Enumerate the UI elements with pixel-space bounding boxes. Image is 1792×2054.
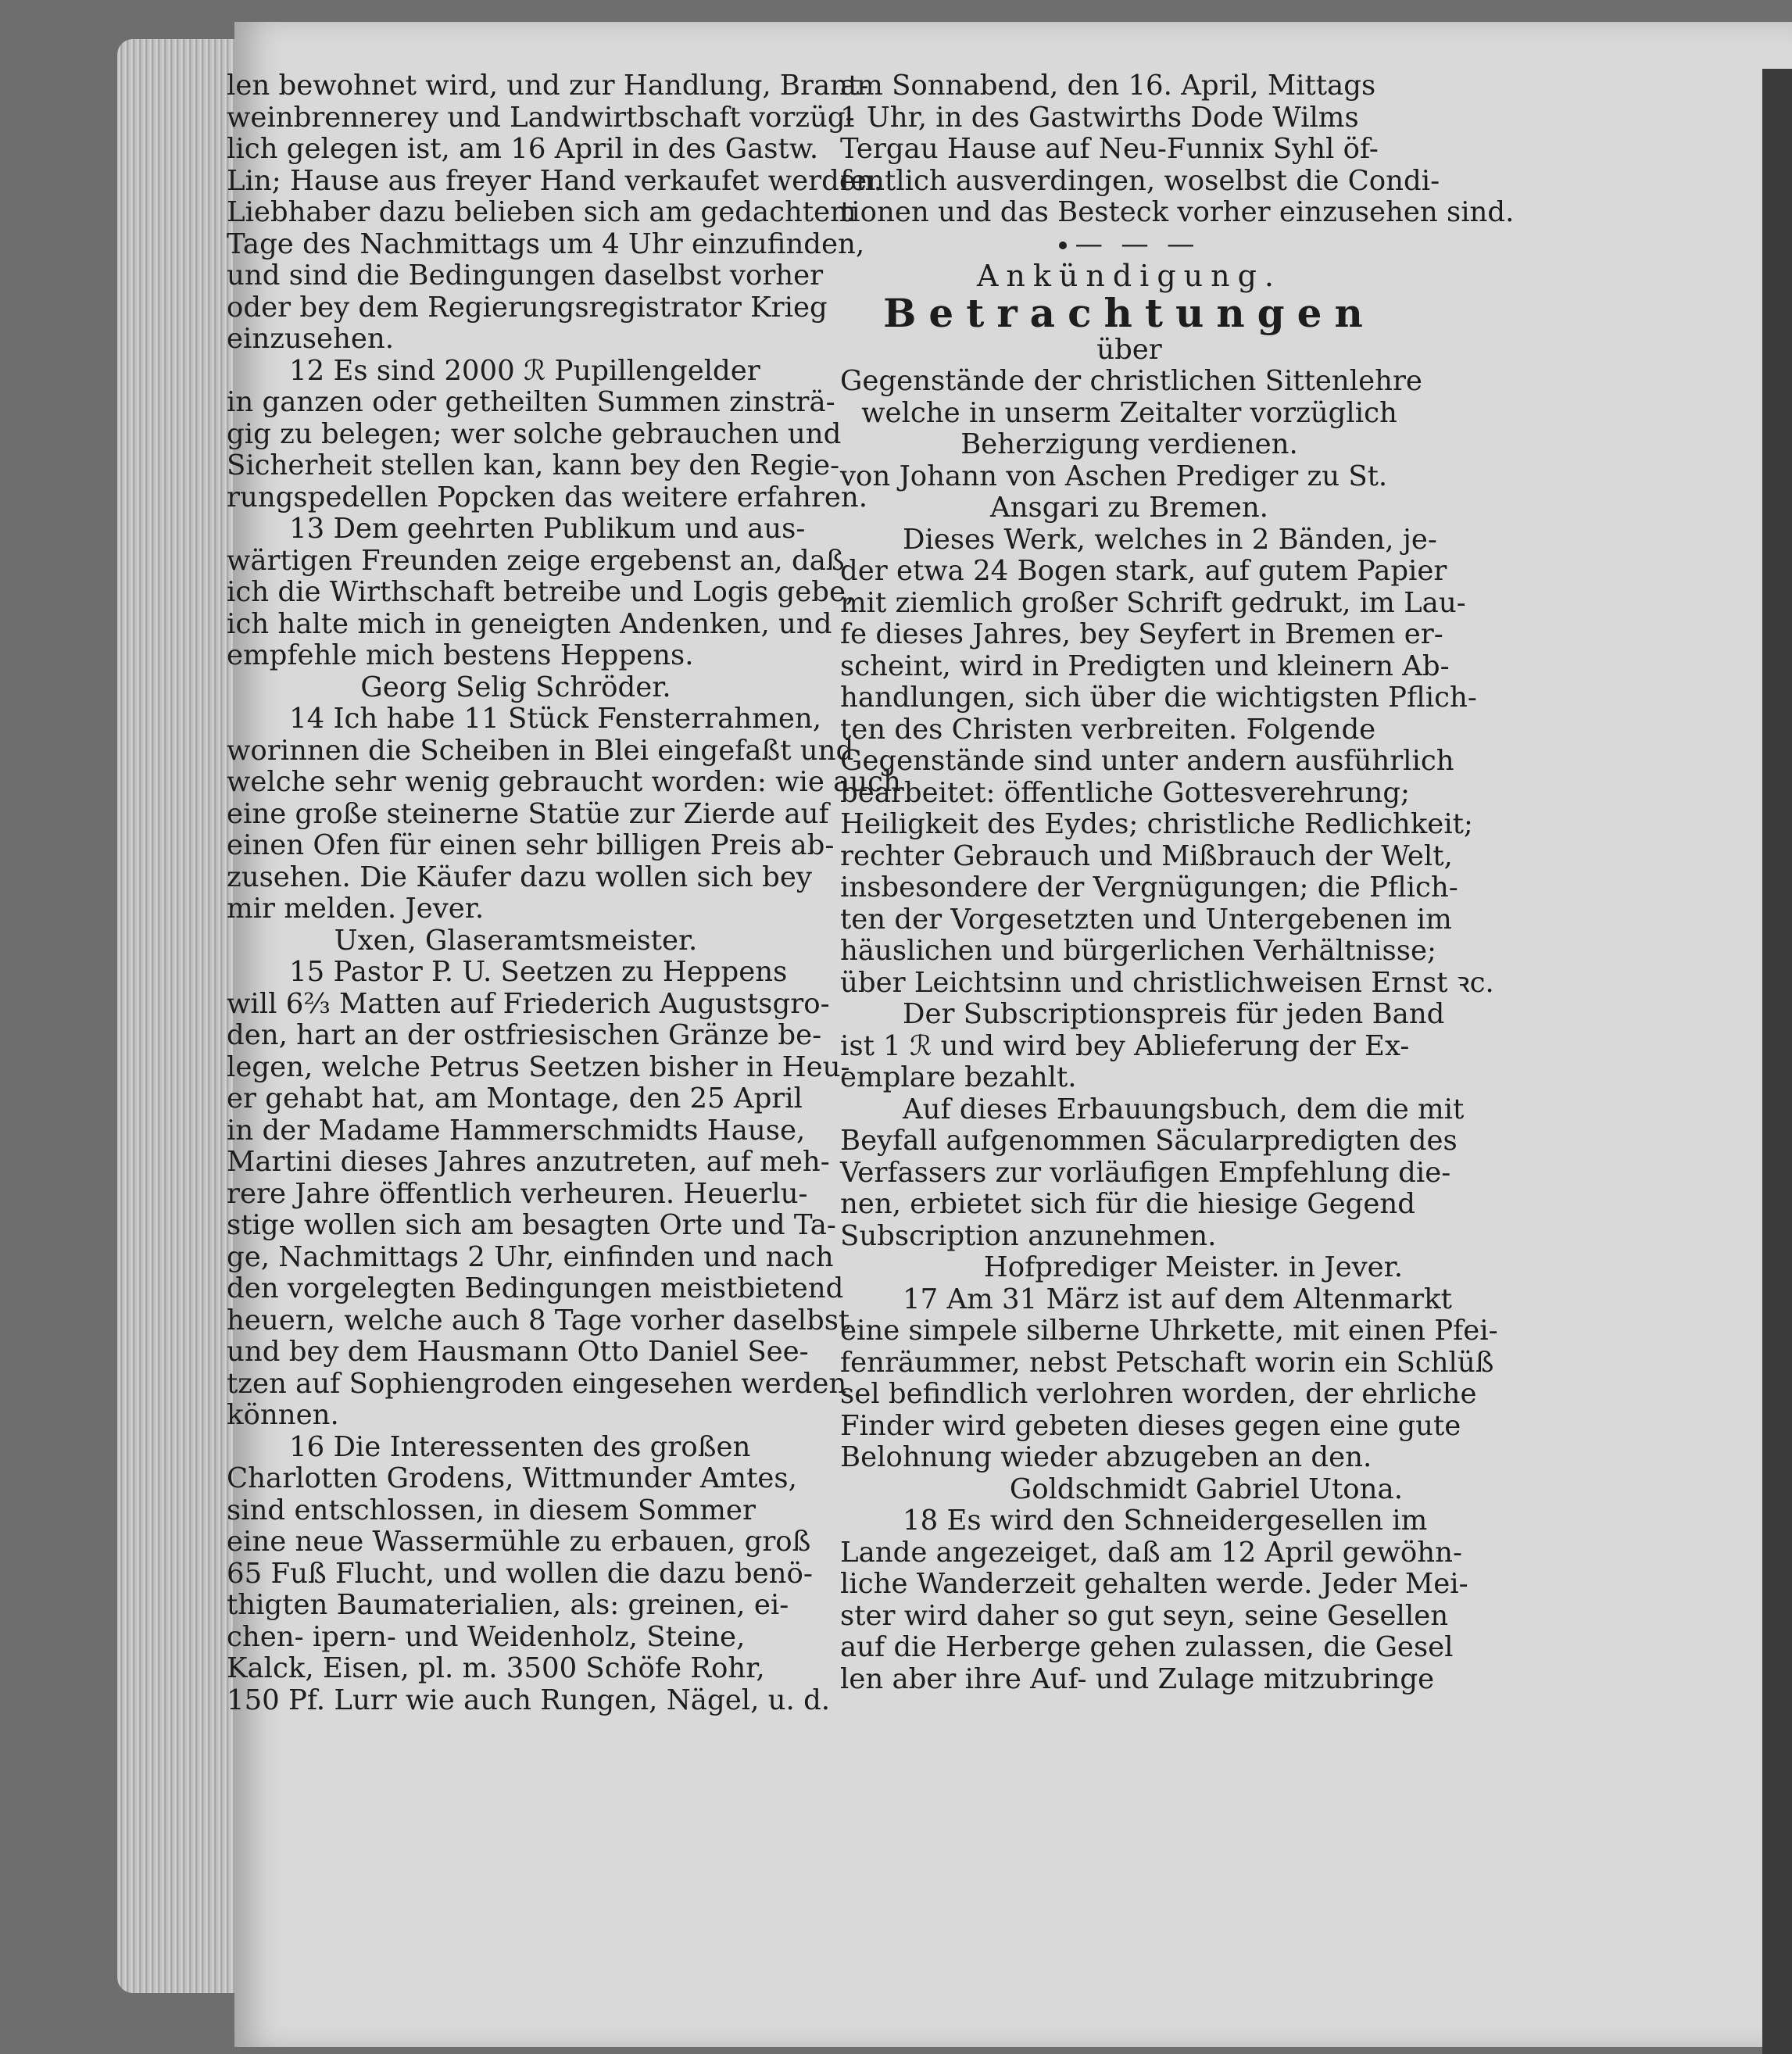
left-column-line: eine große steinerne Statüe zur Zierde auf [227, 797, 829, 830]
left-column-line: ich die Wirthschaft betreibe und Logis gebe, [227, 576, 855, 608]
right-column-body-line: ist 1 ℛ und wird bey Ablieferung der Ex- [840, 1029, 1410, 1062]
right-column-body-line: Verfassers zur vorläufigen Empfehlung die- [840, 1156, 1451, 1189]
left-column-line: wärtigen Freunden zeige ergebenst an, daß [227, 544, 845, 577]
author-lines-line: von Johann von Aschen Prediger zu St. [840, 460, 1388, 492]
left-column-line: rere Jahre öffentlich verheuren. Heuerlu- [227, 1177, 808, 1210]
announcement-heading: Ankündigung. [976, 259, 1282, 293]
right-column-body-line: nen, erbietet sich für die hiesige Gegend [840, 1188, 1415, 1220]
left-column-line: Georg Selig Schröder. [360, 671, 671, 703]
right-column-body-line: handlungen, sich über die wichtigsten Pflich- [840, 682, 1477, 714]
right-text-column [840, 70, 1515, 1695]
right-column-body-line: fe dieses Jahres, bey Seyfert in Bremen er- [840, 618, 1443, 650]
left-column-line: sind entschlossen, in diesem Sommer [227, 1494, 756, 1526]
subtitle-lines-line: Beherzigung verdienen. [960, 428, 1298, 460]
left-column-line: zusehen. Die Käufer dazu wollen sich bey [227, 861, 812, 893]
left-column-line: 150 Pf. Lurr wie auch Rungen, Nägel, u. d. [227, 1684, 831, 1716]
left-column-line: eine neue Wassermühle zu erbauen, groß [227, 1526, 811, 1558]
right-column-body-line: ten des Christen verbreiten. Folgende [840, 713, 1376, 746]
right-column-top-line: 1 Uhr, in des Gastwirths Dode Wilms [840, 101, 1359, 134]
left-text-column [227, 70, 901, 1716]
left-column-line: Kalck, Eisen, pl. m. 3500 Schöfe Rohr, [227, 1652, 765, 1684]
right-column-body-line: mit ziemlich großer Schrift gedrukt, im Lau- [840, 586, 1466, 619]
page-binding-edge [1762, 69, 1792, 2054]
author-lines-line: Ansgari zu Bremen. [990, 492, 1268, 524]
subtitle-lines-line: Gegenstände der christlichen Sittenlehre [840, 365, 1422, 397]
left-column-line: 65 Fuß Flucht, und wollen die dazu benö- [227, 1557, 813, 1590]
right-column-body-line: sel befindlich verlohren worden, der ehrliche [840, 1378, 1477, 1410]
right-column-body-line: Subscription anzunehmen. [840, 1219, 1217, 1252]
left-column-line: lich gelegen ist, am 16 April in des Gastw. [227, 133, 819, 165]
right-column-body-line: 17 Am 31 März ist auf dem Altenmarkt [903, 1283, 1452, 1315]
right-column-top-line: am Sonnabend, den 16. April, Mittags [840, 70, 1376, 102]
left-column-line: in ganzen oder getheilten Summen zinsträ- [227, 386, 835, 418]
left-column-line: 12 Es sind 2000 ℛ Pupillengelder [289, 354, 760, 387]
right-column-body-line: liche Wanderzeit gehalten werde. Jeder Mei- [840, 1568, 1468, 1600]
right-column-body-line: emplare bezahlt. [840, 1061, 1077, 1093]
right-column-body-line: Beyfall aufgenommen Säcularpredigten des [840, 1125, 1458, 1157]
left-column-line: Sicherheit stellen kan, kann bey den Regie- [227, 449, 840, 481]
left-column-line: und bey dem Hausmann Otto Daniel See- [227, 1336, 809, 1368]
left-column-line: worinnen die Scheiben in Blei eingefaßt und [227, 734, 854, 767]
left-column-line: Charlotten Grodens, Wittmunder Amtes, [227, 1462, 797, 1494]
right-column-body-line: Finder wird gebeten dieses gegen eine gute [840, 1409, 1461, 1442]
left-column-line: empfehle mich bestens Heppens. [227, 639, 694, 671]
book-page-edges [117, 39, 242, 1993]
left-column-line: in der Madame Hammerschmidts Hause, [227, 1114, 806, 1147]
left-column-line: können. [227, 1399, 339, 1431]
left-column-line: Lin; Hause aus freyer Hand verkaufet werden. [227, 164, 883, 197]
left-column-line: welche sehr wenig gebraucht worden: wie auch [227, 766, 901, 798]
separator-dot-icon [1059, 242, 1067, 249]
right-column-body-line: Lande angezeiget, daß am 12 April gewöhn- [840, 1536, 1463, 1569]
left-column-line: tzen auf Sophiengroden eingesehen werden [227, 1367, 847, 1400]
left-column-line: 13 Dem geehrten Publikum und aus- [289, 513, 806, 545]
right-column-top-line: Tergau Hause auf Neu-Funnix Syhl öf- [840, 133, 1379, 165]
right-column-body-line: Heiligkeit des Eydes; christliche Redlichkeit; [840, 808, 1473, 840]
left-column-line: Liebhaber dazu belieben sich am gedachtem [227, 196, 857, 228]
left-column-line: stige wollen sich am besagten Orte und Ta- [227, 1209, 836, 1241]
left-column-line: einzusehen. [227, 323, 395, 355]
left-column-line: einen Ofen für einen sehr billigen Preis ab- [227, 829, 835, 861]
right-column-body-line: scheint, wird in Predigten und kleinern Ab- [840, 649, 1450, 682]
left-column-line: den vorgelegten Bedingungen meistbietend [227, 1272, 844, 1304]
right-column-body-line: fenräummer, nebst Petschaft worin ein Schlüß [840, 1346, 1494, 1379]
left-column-line: heuern, welche auch 8 Tage vorher daselbst [227, 1304, 850, 1337]
title-ueber: über [1096, 333, 1162, 366]
left-column-line: 16 Die Interessenten des großen [289, 1430, 751, 1463]
right-column-top-line: fentlich ausverdingen, woselbst die Condi- [840, 164, 1440, 197]
left-column-line: len bewohnet wird, und zur Handlung, Brant- [227, 70, 869, 102]
left-column-line: chen- ipern- und Weidenholz, Steine, [227, 1620, 746, 1653]
right-column-body-line: Hofprediger Meister. in Jever. [983, 1251, 1403, 1283]
left-column-line: weinbrennerey und Landwirtbschaft vorzüg- [227, 101, 855, 134]
book-title: Betrachtungen [883, 289, 1375, 336]
right-column-body-line: Belohnung wieder abzugeben an den. [840, 1441, 1372, 1473]
left-column-line: oder bey dem Regierungsregistrator Krieg [227, 291, 828, 324]
right-column-body-line: eine simpele silberne Uhrkette, mit einen Pfei- [840, 1315, 1498, 1347]
left-column-line: 15 Pastor P. U. Seetzen zu Heppens [289, 956, 788, 988]
right-column-body-line: über Leichtsinn und christlichweisen Ernst ꝛc. [840, 966, 1494, 999]
right-column-body-line: häuslichen und bürgerlichen Verhältnisse; [840, 935, 1436, 967]
left-column-line: und sind die Bedingungen daselbst vorher [227, 259, 824, 292]
left-column-line: 14 Ich habe 11 Stück Fensterrahmen, [289, 703, 821, 735]
right-column-body-line: auf die Herberge gehen zulassen, die Gesel [840, 1631, 1454, 1663]
separator: — — — [840, 229, 1418, 261]
right-column-body-line: Der Subscriptionspreis für jeden Band [903, 998, 1445, 1030]
subtitle-lines-line: welche in unserm Zeitalter vorzüglich [861, 396, 1397, 429]
right-column-body-line: der etwa 24 Bogen stark, auf gutem Papier [840, 555, 1447, 587]
left-column-line: will 6⅔ Matten auf Friederich Augustsgro- [227, 987, 830, 1020]
left-column-line: gig zu belegen; wer solche gebrauchen und [227, 417, 842, 450]
right-column-body-line: ster wird daher so gut seyn, seine Gesellen [840, 1599, 1449, 1632]
left-column-line: thigten Baumaterialien, als: greinen, ei- [227, 1589, 789, 1621]
right-column-body-line: Goldschmidt Gabriel Utona. [1009, 1473, 1403, 1505]
left-column-line: legen, welche Petrus Seetzen bisher in Heu- [227, 1050, 850, 1083]
left-column-line: er gehabt hat, am Montage, den 25 April [227, 1082, 803, 1115]
right-column-body-line: rechter Gebrauch und Mißbrauch der Welt, [840, 839, 1453, 872]
right-column-body-line: Gegenstände sind unter andern ausführlich [840, 745, 1454, 777]
right-column-body-line: bearbeitet: öffentliche Gottesverehrung; [840, 776, 1410, 809]
left-column-line: ge, Nachmittags 2 Uhr, einfinden und nach [227, 1240, 834, 1273]
left-column-line: Martini dieses Jahres anzutreten, auf meh- [227, 1146, 830, 1178]
right-column-body-line: Auf dieses Erbauungsbuch, dem die mit [903, 1093, 1465, 1125]
right-column-body-line: 18 Es wird den Schneidergesellen im [903, 1505, 1428, 1537]
right-column-body-line: Dieses Werk, welches in 2 Bänden, je- [903, 523, 1437, 556]
left-column-line: mir melden. Jever. [227, 893, 485, 925]
right-column-top-line: tionen und das Besteck vorher einzusehen sind. [840, 196, 1515, 228]
left-column-line: ich halte mich in geneigten Andenken, und [227, 607, 832, 640]
left-column-line: den, hart an der ostfriesischen Gränze be- [227, 1019, 822, 1051]
right-column-body-line: len aber ihre Auf- und Zulage mitzubringe [840, 1662, 1435, 1695]
right-column-body-line: ten der Vorgesetzten und Untergebenen im [840, 903, 1452, 936]
left-column-line: Uxen, Glaseramtsmeister. [334, 924, 698, 957]
left-column-line: rungspedellen Popcken das weitere erfahren. [227, 481, 868, 514]
left-column-line: Tage des Nachmittags um 4 Uhr einzufinden, [227, 227, 865, 260]
right-column-body-line: insbesondere der Vergnügungen; die Pflich- [840, 871, 1458, 904]
